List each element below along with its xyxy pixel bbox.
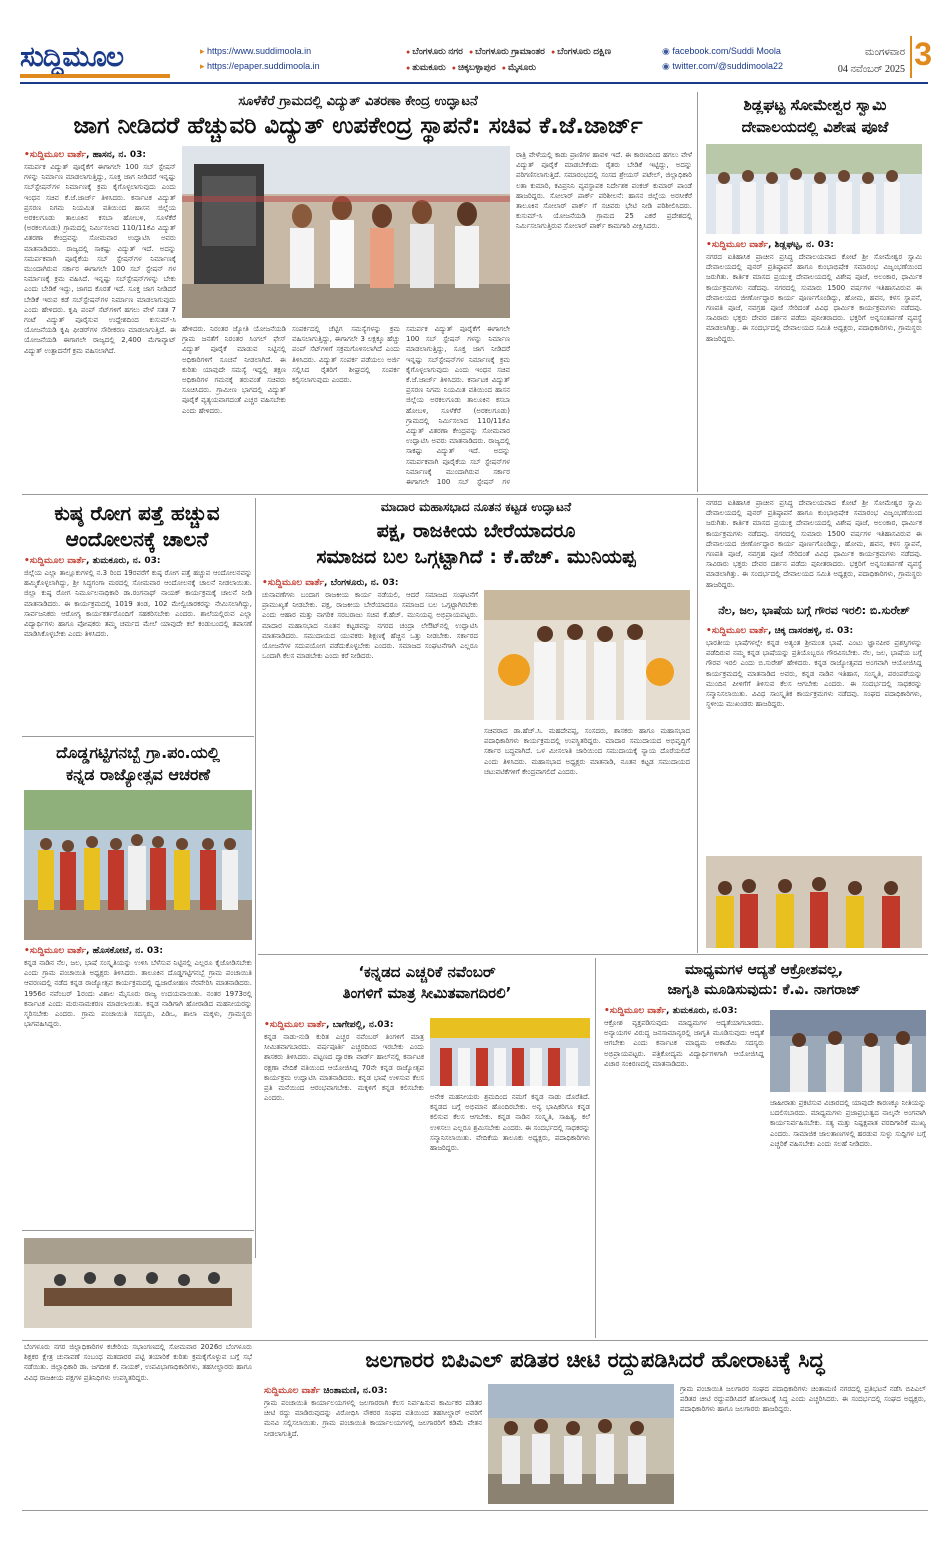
headline-line: ಮಾಧ್ಯಮಗಳ ಆದ್ಯತೆ ಆಕ್ರೋಶವಲ್ಲ, <box>684 962 844 978</box>
story-headline <box>258 518 694 570</box>
article-body: ಜಿಲ್ಲೆಯ ಎಲ್ಲಾ ತಾಲ್ಲೂಕುಗಳಲ್ಲಿ ನ.3 ರಿಂದ 19ರವರೆಗೆ ಕುಷ್ಠ ರೋಗ ಪತ್ತೆ ಹಚ್ಚುವ ಆಂದೋಲನವನ್ನು ಹಮ್ಮಿಕೊಳ್ಳಲಾಗಿದ್ದು, ಶ್ರೀ ಸಿದ್ಧಗಂಗಾ ಮಠದಲ್ಲಿ ಸೋಮವಾರ ಆಂದೋಲನಕ್ಕೆ ಚಾಲನೆ ನೀಡಲಾಯಿತು. ಜಿಲ್ಲಾ ಕುಷ್ಠ ರೋಗ ನಿರ್ಮೂಲನಾಧಿಕಾರಿ ಡಾ.ರಂಗನಾಥ್ ನಾಯಕ್ ಕಾರ್ಯಕ್ರಮಕ್ಕೆ ಚಾಲನೆ ನೀಡಿ ಮಾತನಾಡಿದರು. ಈ ಕಾರ್ಯಕ್ರಮದಲ್ಲಿ 1019 ತಂಡ, 102 ಮೇಲ್ವಿಚಾರಕರನ್ನು ನೇಮಿಸಲಾಗಿದ್ದು, ಸಾರ್ವಜನಿಕರು ಆರೋಗ್ಯ ಕಾರ್ಯಕರ್ತರೊಂದಿಗೆ ಸಹಕರಿಸಬೇಕು ಎಂದರು. ಶಾಲೆಯಲ್ಲಿರುವ ಎಲ್ಲಾ ವಿದ್ಯಾರ್ಥಿಗಳು ಹಾಗೂ ಪೋಷಕರು ತಮ್ಮ ಚರ್ಮದ ಮೇಲೆ ಯಾವುದೇ ಕಲೆ ಕಂಡುಬಂದಲ್ಲಿ ತಪಾಸಣೆ ಮಾಡಿಸಿಕೊಳ್ಳಬೇಕು ಎಂದು ತಿಳಿಸಿದರು. <box>24 569 252 639</box>
byline-source: •ಸುದ್ದಿಮೂಲ ವಾರ್ತೆ <box>24 946 87 956</box>
website-links <box>200 44 320 74</box>
suresh-photo <box>706 856 922 948</box>
byline <box>706 240 922 250</box>
kannada-photo <box>430 1018 590 1086</box>
story-headline <box>22 500 252 552</box>
article-body: ಗ್ರಾಮ ಪಂಚಾಯಿತಿ ಕಾರ್ಯಾಲಯಗಳಲ್ಲಿ ಜಲಗಾರರಾಗಿ ಕೆಲಸ ನಿರ್ವಹಿಸುವ ಕಾರ್ಮಿಕರ ಪಡಿತರ ಚೀಟಿ ರದ್ದು ಮಾಡಿರುವುದನ್ನು ವಿರೋಧಿಸಿ ನೌಕರರ ಸಂಘದ ವತಿಯಿಂದ ತಹಸೀಲ್ದಾರ್ ಅವರಿಗೆ ಮನವಿ ಸಲ್ಲಿಸಲಾಯಿತು. ಗ್ರಾಮ ಪಂಚಾಯಿತಿ ಕಾರ್ಯಾಲಯಗಳಲ್ಲಿ ಜಲಗಾರರಿಗೆ ಕಡಿಮೆ ವೇತನ ನೀಡಲಾಗುತ್ತಿದೆ. <box>264 1399 482 1438</box>
article-body: ಕನ್ನಡ ನಾಡು-ನುಡಿ ಕುರಿತ ಎಚ್ಚರ ನವೆಂಬರ್ ತಿಂಗಳಿಗೆ ಮಾತ್ರ ಸೀಮಿತವಾಗಬಾರದು. ವರ್ಷಪೂರ್ತಿ ಎಚ್ಚರದಿಂದ ಇರಬೇಕು ಎಂದು ಶಾಸಕರು ತಿಳಿಸಿದರು. ಪಟ್ಟಣದ ದ್ವಾರಕಾ ವಾರ್ಡ್ ಹಾಲ್‌ನಲ್ಲಿ ಕರ್ನಾಟಕ ರಕ್ಷಣಾ ವೇದಿಕೆ ವತಿಯಿಂದ ಆಯೋಜಿಸಿದ್ದ 70ನೇ ಕನ್ನಡ ರಾಜ್ಯೋತ್ಸವ ಕಾರ್ಯಕ್ರಮ ಉದ್ಘಾಟಿಸಿ ಮಾತನಾಡಿದರು. ಕನ್ನಡ ಭಾಷೆ ಉಳಿಸುವ ಕೆಲಸ ಪ್ರತಿ ಮನೆಯಿಂದ ಆರಂಭವಾಗಬೇಕು. ಮಕ್ಕಳಿಗೆ ಕನ್ನಡ ಕಲಿಸಬೇಕು ಎಂದರು. <box>264 1033 424 1103</box>
section-rule <box>22 1230 254 1231</box>
edition-item: ● ತುಮಕೂರು <box>406 62 446 72</box>
meeting-photo <box>24 1238 252 1328</box>
epaper-link[interactable]: ▸ https://epaper.suddimoola.in <box>200 59 320 74</box>
headline-line: ತಿಂಗಳಿಗೆ ಮಾತ್ರ ಸೀಮಿತವಾಗದಿರಲಿ’ <box>342 984 512 1002</box>
weekday: ಮಂಗಳವಾರ <box>864 47 905 58</box>
story-headline <box>22 742 254 786</box>
article-body: ರಾತ್ರಿ ವೇಳೆಯಲ್ಲಿ ಕಾಡು ಪ್ರಾಣಿಗಳ ಹಾವಳಿ ಇದೆ. ಈ ಕಾರಣದಿಂದ ಹಗಲು ವೇಳೆ ವಿದ್ಯುತ್ ಪೂರೈಕೆ ಮಾಡಬೇಕೆಂದು ರೈತರು ಬೇಡಿಕೆ ಇಟ್ಟಿದ್ದು, ಅದನ್ನು ಪರಿಗಣಿಸಲಾಗುತ್ತಿದೆ. ಸಮಾರಂಭದಲ್ಲಿ ಸಂಸದ ಶ್ರೇಯಸ್ ಪಟೇಲ್, ಜಿಲ್ಲಾಧಿಕಾರಿ ಲತಾ ಕುಮಾರಿ, ಕವಿಪ್ರನಿನಿ ವ್ಯವಸ್ಥಾಪಕ ನಿರ್ದೇಶಕ ಪಂಕಜ್ ಕುಮಾರ್ ಪಾಂಡೆ ಹಾಜರಿದ್ದರು. ಸೋಲಾರ್ ಪಾರ್ಕ್ ಪರಿಶೀಲನೆ: ಹಾಸನ ಜಿಲ್ಲೆಯ ಅರಸೀಕೆರೆ ತಾಲೂಕಿನ ಸೋಲಾರ್ ಪಾರ್ಕ್ ಗೆ ಸಚಿವರು ಭೇಟಿ ನೀಡಿ ಪರಿಶೀಲಿಸಿದರು. ಕುಸುಮ್-ಸಿ ಯೋಜನೆಯಡಿ ಗ್ರಾಮದ 25 ಎಕರೆ ಪ್ರದೇಶದಲ್ಲಿ ನಿರ್ಮಿಸಲಾಗುತ್ತಿರುವ ಸೋಲಾರ್ ಪಾರ್ಕ್ ಕಾಮಗಾರಿ ವೀಕ್ಷಿಸಿದರು. <box>516 151 692 231</box>
byline-source: •ಸುದ್ದಿಮೂಲ ವಾರ್ತೆ <box>706 626 769 636</box>
temple-photo <box>706 144 922 234</box>
madara-photo <box>484 590 690 720</box>
protest-photo <box>488 1384 674 1504</box>
byline-source: ಸುದ್ದಿಮೂಲ ವಾರ್ತೆ <box>264 1386 321 1396</box>
byline <box>264 1020 424 1030</box>
lead-photo <box>182 146 510 318</box>
article-body: ಸಂಪರ್ಕದಲ್ಲಿ ಚೆಟ್ಟಿಗ ಸಮಸ್ಯೆಗಳನ್ನು ಕ್ರಮ ವಹಿಸಲಾಗುತ್ತಿದ್ದು, ಈಗಾಗಲೇ 3 ಲಕ್ಷಕ್ಕೂ ಹೆಚ್ಚು ಪಂಪ್ ಸೆಟ್‌ಗಳಿಗೆ ಸಕ್ರಮಗೊಳಿಸಲಾಗಿದೆ ಎಂದು ತಿಳಿಸಿದರು. ವಿದ್ಯುತ್ ಸಂಪರ್ಕ ಪಡೆಯಲು ಅರ್ಜಿ ಸಲ್ಲಿಸಿದ ರೈತರಿಗೆ ಶೀಘ್ರದಲ್ಲಿ ಸಂಪರ್ಕ ಕಲ್ಪಿಸಲಾಗುವುದು ಎಂದರು. <box>292 325 400 385</box>
headline-line: ದೇವಾಲಯದಲ್ಲಿ ವಿಶೇಷ ಪೂಜೆ <box>741 118 889 136</box>
article-body: ಸಚಿವರಾದ ಡಾ.ಹೆಚ್.ಸಿ. ಮಹದೇವಪ್ಪ, ಸಂಸದರು, ಶಾಸಕರು ಹಾಗೂ ಮಹಾಸಭಾದ ಪದಾಧಿಕಾರಿಗಳು ಕಾರ್ಯಕ್ರಮದಲ್ಲಿ ಉಪಸ್ಥಿತರಿದ್ದರು. ಮಾದಾರ ಸಮುದಾಯದ ಅಭಿವೃದ್ಧಿಗೆ ಸರ್ಕಾರ ಬದ್ಧವಾಗಿದೆ. ಒಳ ಮೀಸಲಾತಿ ಜಾರಿಯಿಂದ ಸಮುದಾಯಕ್ಕೆ ನ್ಯಾಯ ದೊರೆಯಲಿದೆ ಎಂದು ತಿಳಿಸಿದರು. ಮಹಾಸಭಾದ ಅಧ್ಯಕ್ಷರು ಮಾತನಾಡಿ, ನೂತನ ಕಟ್ಟಡ ಸಮುದಾಯದ ಚಟುವಟಿಕೆಗಳಿಗೆ ಕೇಂದ್ರವಾಗಲಿದೆ ಎಂದರು. <box>484 727 690 776</box>
lead-headline: ಜಾಗ ನೀಡಿದರೆ ಹೆಚ್ಚುವರಿ ವಿದ್ಯುತ್ ಉಪಕೇಂದ್ರ ಸ್ಥಾಪನೆ: ಸಚಿವ ಕೆ.ಜೆ.ಜಾರ್ಜ್ <box>73 113 643 139</box>
article-body: ಭಾರತೀಯ ಭಾಷೆಗಳಲ್ಲೇ ಕನ್ನಡ ಅತ್ಯಂತ ಶ್ರೀಮಂತ ಭಾಷೆ. ಎಂಟು ಜ್ಞಾನಪೀಠ ಪ್ರಶಸ್ತಿಗಳನ್ನು ಪಡೆದಿರುವ ನಮ್ಮ ಕನ್ನಡ ಭಾಷೆಯನ್ನು ಪ್ರತಿಯೊಬ್ಬರೂ ಗೌರವಿಸಬೇಕು. ನೆಲ, ಜಲ, ಭಾಷೆಯ ಬಗ್ಗೆ ಗೌರವ ಇರಲಿ ಎಂದು ಬಿ.ಸುರೇಶ್ ಹೇಳಿದರು. ಕನ್ನಡ ರಾಜ್ಯೋತ್ಸವದ ಅಂಗವಾಗಿ ಆಯೋಜಿಸಿದ್ದ ಕಾರ್ಯಕ್ರಮದಲ್ಲಿ ಮಾತನಾಡಿದ ಅವರು, ಕನ್ನಡ ನಾಡಿನ ಇತಿಹಾಸ, ಸಂಸ್ಕೃತಿ, ಪರಂಪರೆಯನ್ನು ಮುಂದಿನ ಪೀಳಿಗೆಗೆ ತಿಳಿಸುವ ಕೆಲಸ ಆಗಬೇಕು ಎಂದರು. ಈ ಸಂದರ್ಭದಲ್ಲಿ ಸಾಧಕರನ್ನು ಸನ್ಮಾನಿಸಲಾಯಿತು. ವಿವಿಧ ಸಾಂಸ್ಕೃತಿಕ ಕಾರ್ಯಕ್ರಮಗಳು ನಡೆದವು. ಸಂಘದ ಪದಾಧಿಕಾರಿಗಳು, ಸ್ಥಳೀಯ ಮುಖಂಡರು ಹಾಜರಿದ್ದರು. <box>706 639 922 709</box>
section-rule <box>22 1510 928 1511</box>
edition-item: ● ಮೈಸೂರು <box>502 62 536 72</box>
byline-place: , ಹೊಸಕೋಟೆ, ನ. 03: <box>86 946 163 956</box>
twitter-link[interactable]: ◉ twitter.com/@suddimoola22 <box>662 59 783 74</box>
story-headline <box>600 960 928 1000</box>
article-body: ನಗರದ ಐತಿಹಾಸಿಕ ಪ್ರಾಚೀನ ಪ್ರಸಿದ್ಧ ದೇವಾಲಯವಾದ ಕೋಟೆ ಶ್ರೀ ಸೋಮೇಶ್ವರ ಸ್ವಾಮಿ ದೇವಾಲಯದಲ್ಲಿ ಪುನರ್ ಪ್ರತಿಷ್ಠಾಪನೆ ಹಾಗೂ ಕುಂಭಾಭಿಷೇಕ ಸಮಾರಂಭ ವಿಜೃಂಭಣೆಯಿಂದ ಜರುಗಿತು. ಕಾರ್ತಿಕ ಮಾಸದ ಪ್ರಯುಕ್ತ ದೇವಾಲಯದಲ್ಲಿ ವಿಶೇಷ ಪೂಜೆ, ಅಲಂಕಾರ, ಧಾರ್ಮಿಕ ಕಾರ್ಯಕ್ರಮಗಳು ನಡೆದವು. ನಗರದಲ್ಲಿ ಸುಮಾರು 1500 ವರ್ಷಗಳ ಇತಿಹಾಸವಿರುವ ಈ ದೇವಾಲಯದ ಜೀರ್ಣೋದ್ಧಾರ ಕಾರ್ಯ ಪೂರ್ಣಗೊಂಡಿದ್ದು, ಹೋಮ, ಹವನ, ಕಳಸ ಸ್ಥಾಪನೆ, ಗಣಪತಿ ಪೂಜೆ, ನವಗ್ರಹ ಪೂಜೆ ಸೇರಿದಂತೆ ವಿವಿಧ ಧಾರ್ಮಿಕ ಕಾರ್ಯಕ್ರಮಗಳು ನಡೆದವು. ಸಾವಿರಾರು ಭಕ್ತರು ದೇವರ ದರ್ಶನ ಪಡೆದು ಪುನೀತರಾದರು. ಭಕ್ತರಿಗೆ ಅನ್ನಸಂತರ್ಪಣೆ ವ್ಯವಸ್ಥೆ ಮಾಡಲಾಗಿತ್ತು. ಈ ಸಂದರ್ಭದಲ್ಲಿ ದೇವಾಲಯದ ಸಮಿತಿ ಅಧ್ಯಕ್ಷರು, ಪದಾಧಿಕಾರಿಗಳು, ಗ್ರಾಮಸ್ಥರು ಹಾಜರಿದ್ದರು. <box>706 253 922 343</box>
section-rule <box>22 736 254 737</box>
article-body: ಸಮರ್ಪಕ ವಿದ್ಯುತ್ ಪೂರೈಕೆಗೆ ಈಗಾಗಲೇ 100 ಸಬ್ ಸ್ಟೇಷನ್ ಗಳನ್ನು ನಿರ್ಮಾಣ ಮಾಡಲಾಗುತ್ತಿದ್ದು, ಸೂಕ್ತ ಜಾಗ ನೀಡಿದರೆ ಇನ್ನಷ್ಟು ಸಬ್‌ಸ್ಟೇಷನ್‌ಗಳ ನಿರ್ಮಾಣಕ್ಕೆ ಕ್ರಮ ಕೈಗೊಳ್ಳಲಾಗುವುದು ಎಂದು ಇಂಧನ ಸಚಿವ ಕೆ.ಜೆ.ಜಾರ್ಜ್ ತಿಳಿಸಿದರು. ಕರ್ನಾಟಕ ವಿದ್ಯುತ್ ಪ್ರಸರಣ ನಿಗಮ ನಿಯಮಿತ ವತಿಯಿಂದ ಹಾಸನ ಜಿಲ್ಲೆಯ ಅರಕಲಗೂಡು ತಾಲೂಕಿನ ಕಸಬಾ ಹೋಬಳಿ, ಸೂಳೆಕೆರೆ (ಅರಕಲಗೂಡು) ಗ್ರಾಮದಲ್ಲಿ ನಿರ್ಮಿಸಲಾದ 110/11ಕೆವಿ ವಿದ್ಯುತ್ ವಿತರಣಾ ಕೇಂದ್ರವನ್ನು ಸೋಮವಾರ ಉದ್ಘಾಟಿಸಿ ಅವರು ಮಾತನಾಡಿದರು. ರಾಜ್ಯದಲ್ಲಿ ಸಾಕಷ್ಟು ವಿದ್ಯುತ್ ಇದೆ. ಅದನ್ನು ಸಮರ್ಪಕವಾಗಿ ಪೂರೈಕೆಯ ಸಬ್ ಸ್ಟೇಷನ್‌ಗಳ ನಿರ್ಮಾಣಕ್ಕೆ ಮುಂದಾಗಿರುವ ಸರ್ಕಾರ ಈಗಾಗಲೇ 100 ಸಬ್ ಸ್ಟೇಷನ್ ಗಳ ನಿರ್ಮಾಣಕ್ಕೆ ಕ್ರಮ ವಹಿಸಿದೆ. ಇನ್ನಷ್ಟು ಸಬ್‌ಸ್ಟೇಷನ್‌ಗಳನ್ನು ಬೇಕು ಎಂದು ಬೇಡಿಕೆ ಇದ್ದು, ಜಾಗದ ಕೊರತೆ ಇದೆ. ಸೂಕ್ತ ಜಾಗ ನೀಡಿದರೆ ಬೇಡಿಕೆ ಇರುವ ಕಡೆ ಸಬ್‌ಸ್ಟೇಷನ್‌ಗಳ ನಿರ್ಮಾಣ ಮಾಡಲಾಗುವುದು ಎಂದು ಹೇಳಿದರು. ಕೃಷಿ ಪಂಪ್ ಸೆಟ್‌ಗಳಿಗೆ ಹಗಲು ವೇಳೆ ಸತತ 7 ಗಂಟೆ ವಿದ್ಯುತ್ ಪೂರೈಸುವ ಉದ್ದೇಶದಿಂದ ಕುಸುಮ್-ಸಿ ಯೋಜನೆಯಡಿ ಕೃಷಿ ಫೀಡರ್‌ಗಳ ಸೌರೀಕರಣ ಮಾಡಲಾಗುತ್ತಿದೆ. ಈ ಯೋಜನೆಯಡಿ ಈಗಾಗಲೇ ರಾಜ್ಯದಲ್ಲಿ 2,400 ಮೆಗಾವ್ಯಾಟ್ ವಿದ್ಯುತ್ ಉತ್ಪಾದನೆಗೆ ಕ್ರಮ ವಹಿಸಲಾಗಿದೆ. <box>24 163 176 355</box>
story-headline: ಜಲಗಾರರ ಬಿಪಿಎಲ್ ಪಡಿತರ ಚೀಟಿ ರದ್ದುಪಡಿಸಿದರೆ ಹೋರಾಟಕ್ಕೆ ಸಿದ್ಧ <box>365 1348 825 1372</box>
headline-line: ಆಂದೋಲನಕ್ಕೆ ಚಾಲನೆ <box>65 527 209 551</box>
media-photo <box>770 1010 926 1092</box>
article-body: ಅನೇಕ ಮಹನೀಯರು ಶ್ರಮದಿಂದ ನಮಗೆ ಕನ್ನಡ ನಾಡು ದೊರೆತಿದೆ. ಕನ್ನಡದ ಬಗ್ಗೆ ಅಭಿಮಾನ ಹೊಂದಿರಬೇಕು. ಅನ್ಯ ಭಾಷಿಕರಿಗೂ ಕನ್ನಡ ಕಲಿಸುವ ಕೆಲಸ ಆಗಬೇಕು. ಕನ್ನಡ ನಾಡಿನ ಸಂಸ್ಕೃತಿ, ಸಾಹಿತ್ಯ, ಕಲೆ ಉಳಿಸಲು ಎಲ್ಲರೂ ಶ್ರಮಿಸಬೇಕು ಎಂದರು. ಈ ಸಂದರ್ಭದಲ್ಲಿ ಸಾಧಕರನ್ನು ಸನ್ಮಾನಿಸಲಾಯಿತು. ವೇದಿಕೆಯ ತಾಲೂಕು ಅಧ್ಯಕ್ಷರು, ಪದಾಧಿಕಾರಿಗಳು ಹಾಜರಿದ್ದರು. <box>430 1093 590 1153</box>
column-rule <box>255 498 256 1258</box>
section-rule <box>22 1340 928 1341</box>
byline-place: , ಶಿಡ್ಲಘಟ್ಟ, ನ. 03: <box>768 240 834 250</box>
column-rule <box>697 92 698 492</box>
byline-place: ಚಿಂತಾಮಣಿ, ನ.03: <box>320 1386 388 1396</box>
masthead <box>20 36 932 84</box>
headline-line: ದೊಡ್ಡಗಟ್ಟಿಗನಬ್ಬೆ ಗ್ರಾ.ಪಂ.ಯಲ್ಲಿ <box>56 743 220 762</box>
story-headline <box>702 94 928 138</box>
byline-place: , ಹಾಸನ, ನ. 03: <box>86 150 147 160</box>
article-body: ಚುನಾವಣೆಗಳು ಬಂದಾಗ ರಾಜಕೀಯ ಕಾರ್ಯ ನಡೆಯಲಿ, ಆದರೆ ಸಮಾಜದ ಸಂಘಟನೆಗೆ ಪ್ರಾಮುಖ್ಯತೆ ನೀಡಬೇಕು. ಪಕ್ಷ, ರಾಜಕೀಯ ಬೇರೆಯಾದರೂ ಸಮಾಜದ ಬಲ ಒಗ್ಗಟ್ಟಾಗಿರಬೇಕು ಎಂದು ಆಹಾರ ಮತ್ತು ನಾಗರಿಕ ಸರಬರಾಜು ಸಚಿವ ಕೆ.ಹೆಚ್. ಮುನಿಯಪ್ಪ ಅಭಿಪ್ರಾಯಪಟ್ಟರು. ಮಾದಾರ ಮಹಾಸಭಾದ ನೂತನ ಕಟ್ಟಡವನ್ನು ನಗರದ ಚಂದ್ರಾ ಲೇಔಟ್‌ನಲ್ಲಿ ಉದ್ಘಾಟಿಸಿ ಮಾತನಾಡಿದರು. ಸಮುದಾಯದ ಯುವಕರು ಶಿಕ್ಷಣಕ್ಕೆ ಹೆಚ್ಚಿನ ಒತ್ತು ನೀಡಬೇಕು. ಸರ್ಕಾರದ ಯೋಜನೆಗಳ ಸದುಪಯೋಗ ಪಡೆದುಕೊಳ್ಳಬೇಕು ಎಂದರು. ಸಮಾಜದ ಸಂಘಟನೆಗಾಗಿ ಎಲ್ಲರೂ ಒಂದಾಗಿ ಕೆಲಸ ಮಾಡಬೇಕು ಎಂದು ಕರೆ ನೀಡಿದರು. <box>262 591 478 661</box>
headline-line: ಸಮಾಜದ ಬಲ ಒಗ್ಗಟ್ಟಾಗಿದೆ : ಕೆ.ಹೆಚ್. ಮುನಿಯಪ್ಪ <box>316 546 636 568</box>
byline <box>604 1006 764 1016</box>
headline-line: ಕನ್ನಡ ರಾಜ್ಯೋತ್ಸವ ಆಚರಣೆ <box>65 765 210 784</box>
date-block <box>810 44 905 78</box>
section-rule <box>258 954 928 955</box>
article-body: ಗ್ರಾಮ ಪಂಚಾಯಿತಿ ಜಲಗಾರರ ಸಂಘದ ಪದಾಧಿಕಾರಿಗಳು ಚಿಂತಾಮಣಿ ನಗರದಲ್ಲಿ ಪ್ರತಿಭಟನೆ ನಡೆಸಿ ಬಿಪಿಎಲ್ ಪಡಿತರ ಚೀಟಿ ರದ್ದುಪಡಿಸಿದರೆ ಹೋರಾಟಕ್ಕೆ ಸಿದ್ಧ ಎಂದು ಎಚ್ಚರಿಸಿದರು. ಈ ಸಂದರ್ಭದಲ್ಲಿ ಸಂಘದ ಅಧ್ಯಕ್ಷರು, ಪದಾಧಿಕಾರಿಗಳು ಹಾಗೂ ಜಲಗಾರರು ಹಾಜರಿದ್ದರು. <box>680 1385 926 1414</box>
headline-line: ಜಾಗೃತಿ ಮೂಡಿಸುವುದು: ಕೆ.ವಿ. ನಾಗರಾಜ್ <box>667 982 861 998</box>
article-body: ಕನ್ನಡ ನಾಡಿನ ನೆಲ, ಜಲ, ಭಾಷೆ ಸಂಸ್ಕೃತಿಯನ್ನು ಉಳಿಸಿ ಬೆಳೆಸುವ ನಿಟ್ಟಿನಲ್ಲಿ ಎಲ್ಲರೂ ಕೈಜೋಡಿಸಬೇಕು ಎಂದು ಗ್ರಾಮ ಪಂಚಾಯಿತಿ ಅಧ್ಯಕ್ಷರು ತಿಳಿಸಿದರು. ತಾಲೂಕಿನ ದೊಡ್ಡಗಟ್ಟಿಗನಬ್ಬೆ ಗ್ರಾಮ ಪಂಚಾಯಿತಿ ಆವರಣದಲ್ಲಿ ನಡೆದ ಕನ್ನಡ ರಾಜ್ಯೋತ್ಸವ ಕಾರ್ಯಕ್ರಮದಲ್ಲಿ ಧ್ವಜಾರೋಹಣ ನೆರವೇರಿಸಿ ಮಾತನಾಡಿದರು. 1956ರ ನವೆಂಬರ್ 1ರಂದು ವಿಶಾಲ ಮೈಸೂರು ರಾಜ್ಯ ಉದಯವಾಯಿತು. ನಂತರ 1973ರಲ್ಲಿ ಕರ್ನಾಟಕ ಎಂದು ಮರುನಾಮಕರಣ ಮಾಡಲಾಯಿತು. ಕನ್ನಡ ನಾಡಿಗಾಗಿ ಹೋರಾಡಿದ ಮಹನೀಯರನ್ನು ಸ್ಮರಿಸಬೇಕು ಎಂದರು. ಗ್ರಾಮ ಪಂಚಾಯಿತಿ ಸದಸ್ಯರು, ಪಿಡಿಒ, ಶಾಲಾ ಮಕ್ಕಳು, ಗ್ರಾಮಸ್ಥರು ಭಾಗವಹಿಸಿದ್ದರು. <box>24 959 252 1029</box>
headline-line: ‘ಕನ್ನಡದ ಎಚ್ಚರಿಕೆ ನವೆಂಬರ್ <box>358 963 496 981</box>
article-body: ಸಮರ್ಪಕ ವಿದ್ಯುತ್ ಪೂರೈಕೆಗೆ ಈಗಾಗಲೇ 100 ಸಬ್ ಸ್ಟೇಷನ್ ಗಳನ್ನು ನಿರ್ಮಾಣ ಮಾಡಲಾಗುತ್ತಿದ್ದು, ಸೂಕ್ತ ಜಾಗ ನೀಡಿದರೆ ಇನ್ನಷ್ಟು ಸಬ್‌ಸ್ಟೇಷನ್‌ಗಳ ನಿರ್ಮಾಣಕ್ಕೆ ಕ್ರಮ ಕೈಗೊಳ್ಳಲಾಗುವುದು ಎಂದು ಇಂಧನ ಸಚಿವ ಕೆ.ಜೆ.ಜಾರ್ಜ್ ತಿಳಿಸಿದರು. ಕರ್ನಾಟಕ ವಿದ್ಯುತ್ ಪ್ರಸರಣ ನಿಗಮ ನಿಯಮಿತ ವತಿಯಿಂದ ಹಾಸನ ಜಿಲ್ಲೆಯ ಅರಕಲಗೂಡು ತಾಲೂಕಿನ ಕಸಬಾ ಹೋಬಳಿ, ಸೂಳೆಕೆರೆ (ಅರಕಲಗೂಡು) ಗ್ರಾಮದಲ್ಲಿ ನಿರ್ಮಿಸಲಾದ 110/11ಕೆವಿ ವಿದ್ಯುತ್ ವಿತರಣಾ ಕೇಂದ್ರವನ್ನು ಸೋಮವಾರ ಉದ್ಘಾಟಿಸಿ ಅವರು ಮಾತನಾಡಿದರು. ರಾಜ್ಯದಲ್ಲಿ ಸಾಕಷ್ಟು ವಿದ್ಯುತ್ ಇದೆ. ಅದನ್ನು ಸಮರ್ಪಕವಾಗಿ ಪೂರೈಕೆಯ ಸಬ್ ಸ್ಟೇಷನ್‌ಗಳ ನಿರ್ಮಾಣಕ್ಕೆ ಮುಂದಾಗಿರುವ ಸರ್ಕಾರ ಈಗಾಗಲೇ 100 ಸಬ್ ಸ್ಟೇಷನ್ ಗಳ <box>406 325 510 487</box>
byline <box>24 150 174 160</box>
article-body: ಆಕ್ರೋಶ ವ್ಯಕ್ತಪಡಿಸುವುದು ಮಾಧ್ಯಮಗಳ ಆದ್ಯತೆಯಾಗಬಾರದು. ಅನ್ಯಾಯಗಳ ವಿರುದ್ಧ ಜನಸಾಮಾನ್ಯರಲ್ಲಿ ಜಾಗೃತಿ ಮೂಡಿಸುವುದು ಆದ್ಯತೆ ಆಗಬೇಕು ಎಂದು ಕರ್ನಾಟಕ ಮಾಧ್ಯಮ ಅಕಾಡೆಮಿ ಸದಸ್ಯರು ಅಭಿಪ್ರಾಯಪಟ್ಟರು. ಪತ್ರಿಕೋದ್ಯಮ ವಿದ್ಯಾರ್ಥಿಗಳಿಗಾಗಿ ಆಯೋಜಿಸಿದ್ದ ವಿಚಾರ ಸಂಕಿರಣದಲ್ಲಿ ಮಾತನಾಡಿದರು. <box>604 1019 764 1068</box>
social-links <box>662 44 783 74</box>
byline-place: , ತುಮಕೂರು, ನ. 03: <box>86 556 161 566</box>
column-rule <box>697 498 698 953</box>
story-kicker: ಮಾದಾರ ಮಹಾಸಭಾದ ನೂತನ ಕಟ್ಟಡ ಉದ್ಘಾಟನೆ <box>380 500 572 514</box>
headline-line: ಕುಷ್ಠ ರೋಗ ಪತ್ತೆ ಹಚ್ಚುವ <box>54 501 220 525</box>
byline-source: •ಸುದ್ದಿಮೂಲ ವಾರ್ತೆ <box>706 240 769 250</box>
edition-item: ● ಬೆಂಗಳೂರು ಗ್ರಾಮಾಂತರ <box>469 46 545 56</box>
byline-source: •ಸುದ್ದಿಮೂಲ ವಾರ್ತೆ <box>24 150 87 160</box>
byline-source: •ಸುದ್ದಿಮೂಲ ವಾರ್ತೆ <box>604 1006 667 1016</box>
article-body: ಹೇಳಿದರು. ನಿರಂತರ ಜ್ಯೋತಿ ಯೋಜನೆಯಡಿ ಗ್ರಾಮ ಜನತೆಗೆ ನಿರಂತರ ಸಿಂಗಲ್ ಫೇಸ್ ವಿದ್ಯುತ್ ಪೂರೈಕೆ ಮಾಡುವ ನಿಟ್ಟಿನಲ್ಲಿ ಅಧಿಕಾರಿಗಳಿಗೆ ಸೂಚನೆ ನೀಡಲಾಗಿದೆ. ಈ ಕುರಿತು ಯಾವುದೇ ಸಮಸ್ಯೆ ಇದ್ದಲ್ಲಿ ತಕ್ಷಣ ಅಧಿಕಾರಿಗಳ ಗಮನಕ್ಕೆ ತರುವಂತೆ ಸಚಿವರು ಸೂಚಿಸಿದರು. ಗ್ರಾಮೀಣ ಭಾಗದಲ್ಲಿ ವಿದ್ಯುತ್ ಪೂರೈಕೆ ವ್ಯತ್ಯಯವಾಗದಂತೆ ಎಚ್ಚರ ವಹಿಸಬೇಕು ಎಂದು ಹೇಳಿದರು. <box>182 325 286 415</box>
logo-underline <box>20 74 170 78</box>
facebook-link[interactable]: ◉ facebook.com/Suddi Moola <box>662 44 783 59</box>
byline-place: , ಬಾಗೇಪಲ್ಲಿ, ನ.03: <box>326 1020 394 1030</box>
byline-place: , ಚಿಕ್ಕ ದಾಸರಹಳ್ಳಿ, ನ. 03: <box>768 626 854 636</box>
rajyotsava-photo <box>24 790 252 940</box>
byline <box>262 578 478 588</box>
article-body: ನಗರದ ಐತಿಹಾಸಿಕ ಪ್ರಾಚೀನ ಪ್ರಸಿದ್ಧ ದೇವಾಲಯವಾದ ಕೋಟೆ ಶ್ರೀ ಸೋಮೇಶ್ವರ ಸ್ವಾಮಿ ದೇವಾಲಯದಲ್ಲಿ ಪುನರ್ ಪ್ರತಿಷ್ಠಾಪನೆ ಹಾಗೂ ಕುಂಭಾಭಿಷೇಕ ಸಮಾರಂಭ ವಿಜೃಂಭಣೆಯಿಂದ ಜರುಗಿತು. ಕಾರ್ತಿಕ ಮಾಸದ ಪ್ರಯುಕ್ತ ದೇವಾಲಯದಲ್ಲಿ ವಿಶೇಷ ಪೂಜೆ, ಅಲಂಕಾರ, ಧಾರ್ಮಿಕ ಕಾರ್ಯಕ್ರಮಗಳು ನಡೆದವು. ನಗರದಲ್ಲಿ ಸುಮಾರು 1500 ವರ್ಷಗಳ ಇತಿಹಾಸವಿರುವ ಈ ದೇವಾಲಯದ ಜೀರ್ಣೋದ್ಧಾರ ಕಾರ್ಯ ಪೂರ್ಣಗೊಂಡಿದ್ದು, ಹೋಮ, ಹವನ, ಕಳಸ ಸ್ಥಾಪನೆ, ಗಣಪತಿ ಪೂಜೆ, ನವಗ್ರಹ ಪೂಜೆ ಸೇರಿದಂತೆ ವಿವಿಧ ಧಾರ್ಮಿಕ ಕಾರ್ಯಕ್ರಮಗಳು ನಡೆದವು. ಸಾವಿರಾರು ಭಕ್ತರು ದೇವರ ದರ್ಶನ ಪಡೆದು ಪುನೀತರಾದರು. ಭಕ್ತರಿಗೆ ಅನ್ನಸಂತರ್ಪಣೆ ವ್ಯವಸ್ಥೆ ಮಾಡಲಾಗಿತ್ತು. ಈ ಸಂದರ್ಭದಲ್ಲಿ ದೇವಾಲಯದ ಸಮಿತಿ ಅಧ್ಯಕ್ಷರು, ಪದಾಧಿಕಾರಿಗಳು, ಗ್ರಾಮಸ್ಥರು ಹಾಜರಿದ್ದರು. <box>706 499 922 589</box>
byline <box>24 556 252 566</box>
byline <box>706 626 922 636</box>
page-number: 3 <box>910 36 932 78</box>
edition-item: ● ಬೆಂಗಳೂರು ದಕ್ಷಿಣ <box>551 46 611 56</box>
article-body: ಬೆಂಗಳೂರು ನಗರ ಜಿಲ್ಲಾಧಿಕಾರಿಗಳ ಕಚೇರಿಯ ಸಭಾಂಗಣದಲ್ಲಿ ಸೋಮವಾರ 2026ರ ಬೆಂಗಳೂರು ಶಿಕ್ಷಕರ ಕ್ಷೇತ್ರ ಚುನಾವಣೆ ಸಂಬಂಧ ಮತದಾರರ ಪಟ್ಟಿ ತಯಾರಿಕೆ ಕುರಿತು ಕ್ರಮಕೈಗೊಳ್ಳುವ ಬಗ್ಗೆ ಸಭೆ ನಡೆಯಿತು. ಜಿಲ್ಲಾಧಿಕಾರಿ ಡಾ. ಜಗದೀಶ ಕೆ. ನಾಯಕ್, ಉಪವಿಭಾಗಾಧಿಕಾರಿಗಳು, ತಹಸೀಲ್ದಾರರು ಹಾಗೂ ವಿವಿಧ ರಾಜಕೀಯ ಪಕ್ಷಗಳ ಪ್ರತಿನಿಧಿಗಳು ಉಪಸ್ಥಿತರಿದ್ದರು. <box>24 1343 252 1382</box>
byline <box>24 946 252 956</box>
newspaper-logo: ಸುದ್ದಿಮೂಲ <box>20 40 124 73</box>
edition-item: ● ಚಿಕ್ಕಬಳ್ಳಾಪುರ <box>452 62 496 72</box>
story-headline <box>262 962 592 1004</box>
issue-date: 04 ನವೆಂಬರ್ 2025 <box>837 64 905 75</box>
story-headline: ನೆಲ, ಜಲ, ಭಾಷೆಯ ಬಗ್ಗೆ ಗೌರವ ಇರಲಿ: ಬಿ.ಸುರೇಶ್ <box>718 604 910 617</box>
byline-source: •ಸುದ್ದಿಮೂಲ ವಾರ್ತೆ <box>264 1020 327 1030</box>
byline-place: , ಬೆಂಗಳೂರು, ನ. 03: <box>324 578 399 588</box>
editions-list <box>406 44 676 76</box>
byline-source: •ಸುದ್ದಿಮೂಲ ವಾರ್ತೆ <box>24 556 87 566</box>
headline-line: ಶಿಡ್ಲಘಟ್ಟ ಸೋಮೇಶ್ವರ ಸ್ವಾಮಿ <box>743 96 887 114</box>
story-kicker: ಸೂಳೆಕೆರೆ ಗ್ರಾಮದಲ್ಲಿ ವಿದ್ಯುತ್ ವಿತರಣಾ ಕೇಂದ್ರ ಉದ್ಘಾಟನೆ <box>238 94 478 109</box>
byline-source: •ಸುದ್ದಿಮೂಲ ವಾರ್ತೆ <box>262 578 325 588</box>
section-rule <box>22 494 928 495</box>
edition-item: ● ಬೆಂಗಳೂರು ನಗರ <box>406 46 463 56</box>
website-link[interactable]: ▸ https://www.suddimoola.in <box>200 44 320 59</box>
column-rule <box>595 958 596 1338</box>
headline-line: ಪಕ್ಷ, ರಾಜಕೀಯ ಬೇರೆಯಾದರೂ <box>376 520 576 542</box>
article-body: ಜಾಹೀರಾತು ಪ್ರಕಟಿಸುವ ವಿಚಾರದಲ್ಲಿ ಯಾವುದೇ ಕಾರಣಕ್ಕೂ ನೀತಿಯನ್ನು ಬದಲಿಸಬಾರದು. ಮಾಧ್ಯಮಗಳು ಪ್ರಜಾಪ್ರಭುತ್ವದ ನಾಲ್ಕನೇ ಅಂಗವಾಗಿ ಕಾರ್ಯನಿರ್ವಹಿಸಬೇಕು. ಸತ್ಯ ಮತ್ತು ನಿಷ್ಪಕ್ಷಪಾತ ವರದಿಗಾರಿಕೆ ಮುಖ್ಯ ಎಂದರು. ಸಾಮಾಜಿಕ ಜಾಲತಾಣಗಳಲ್ಲಿ ಹರಡುವ ಸುಳ್ಳು ಸುದ್ದಿಗಳ ಬಗ್ಗೆ ಎಚ್ಚರಿಕೆ ವಹಿಸಬೇಕು ಎಂದು ಸಲಹೆ ನೀಡಿದರು. <box>770 1099 926 1148</box>
byline-place: , ತುಮಕೂರು, ನ.03: <box>666 1006 738 1016</box>
byline <box>264 1386 482 1396</box>
